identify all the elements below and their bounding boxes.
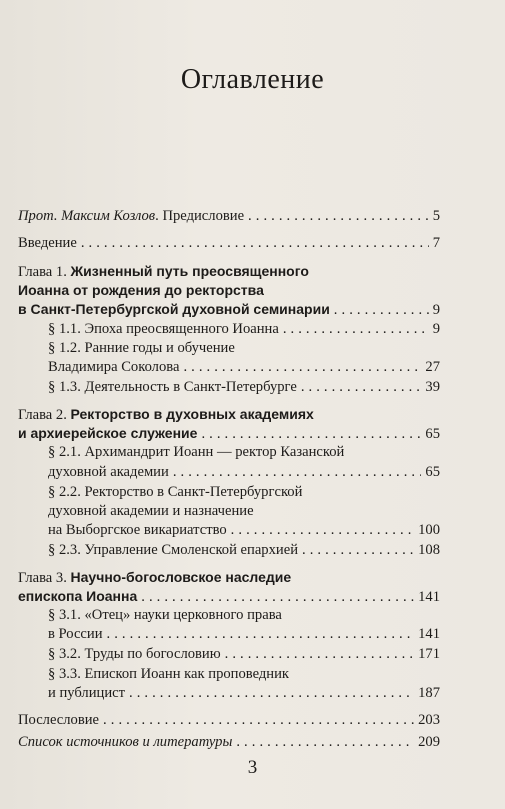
entry-title: в России xyxy=(48,626,103,642)
toc-chapter-3-line1 xyxy=(18,567,291,588)
page-ref: 203 xyxy=(418,712,440,728)
toc-section-2-3 xyxy=(48,540,440,560)
chapter-prefix: Глава 1. xyxy=(18,264,67,280)
preface-title: . Предисловие xyxy=(155,208,245,224)
preface-author: Прот. Максим Козлов xyxy=(18,208,156,224)
toc-section-2-2-line3 xyxy=(48,520,440,540)
page-ref: 27 xyxy=(425,359,440,375)
dot-leader xyxy=(334,300,429,320)
dot-leader xyxy=(81,233,429,253)
page-title: Оглавление xyxy=(180,64,325,95)
page-ref: 141 xyxy=(418,626,440,642)
page-ref: 9 xyxy=(432,321,440,337)
chapter-title: Ректорство в духовных академиях xyxy=(70,406,314,422)
toc-section-1-3 xyxy=(48,377,440,397)
toc-section-2-1-line1: § 2.1. Архимандрит Иоанн — ректор Казанской xyxy=(48,444,345,460)
dot-leader xyxy=(302,540,414,560)
toc-section-1-2-line2 xyxy=(48,357,440,377)
entry-title: § 3.2. Труды по богословию xyxy=(48,646,221,662)
dot-leader xyxy=(248,206,429,226)
toc-chapter-1-line3 xyxy=(18,299,440,320)
dot-leader xyxy=(183,357,421,377)
page-ref: 39 xyxy=(425,379,440,395)
toc-section-3-2 xyxy=(48,644,440,664)
entry-title: § 2.3. Управление Смоленской епархией xyxy=(48,542,299,558)
toc-chapter-1-line1 xyxy=(18,261,309,282)
page-ref: 209 xyxy=(418,734,440,750)
page-ref: 65 xyxy=(425,426,440,442)
page-ref: 9 xyxy=(432,302,440,318)
dot-leader xyxy=(301,377,422,397)
dot-leader xyxy=(173,462,422,482)
chapter-prefix: Глава 3. xyxy=(18,570,67,586)
dot-leader xyxy=(225,644,414,664)
toc-section-3-3-line1: § 3.3. Епископ Иоанн как проповедник xyxy=(48,666,290,682)
entry-title: § 1.1. Эпоха преосвященного Иоанна xyxy=(48,321,279,337)
chapter-title: в Санкт-Петербургской духовной семинарии xyxy=(18,301,330,317)
toc-chapter-2-line1 xyxy=(18,404,314,425)
dot-leader xyxy=(129,683,414,703)
page-ref: 141 xyxy=(418,589,440,605)
toc-section-2-2-line2: духовной академии и назначение xyxy=(48,503,254,519)
dot-leader xyxy=(107,624,415,644)
toc-chapter-2-line2 xyxy=(18,423,440,444)
toc-entry-afterword xyxy=(18,710,440,730)
toc-section-2-2-line1: § 2.2. Ректорство в Санкт-Петербургской xyxy=(48,484,303,500)
toc-section-1-2-line1: § 1.2. Ранние годы и обучение xyxy=(48,340,235,356)
chapter-prefix: Глава 2. xyxy=(18,407,67,423)
entry-title: § 1.3. Деятельность в Санкт-Петербурге xyxy=(48,379,297,395)
entry-title: Список источников и литературы xyxy=(18,734,233,750)
page-ref: 108 xyxy=(418,542,440,558)
toc-chapter-1-line2: Иоанна от рождения до ректорства xyxy=(18,282,264,298)
page-number: 3 xyxy=(247,757,258,778)
toc-section-3-1-line1: § 3.1. «Отец» науки церковного права xyxy=(48,607,282,623)
toc-section-3-3-line2 xyxy=(48,683,440,703)
dot-leader xyxy=(236,732,414,752)
toc-entry-introduction xyxy=(18,233,440,253)
toc-chapter-3-line2 xyxy=(18,586,440,607)
entry-title: Введение xyxy=(18,235,77,251)
dot-leader xyxy=(201,424,421,444)
toc-entry-preface xyxy=(18,206,440,226)
toc-entry-sources xyxy=(18,732,440,752)
toc-section-1-1 xyxy=(48,319,440,339)
chapter-title: Научно-богословское наследие xyxy=(70,569,292,585)
chapter-title: и архиерейское служение xyxy=(18,425,198,441)
entry-title: Послесловие xyxy=(18,712,100,728)
entry-title: Владимира Соколова xyxy=(48,359,180,375)
entry-title: духовной академии xyxy=(48,464,169,480)
page-ref: 7 xyxy=(432,235,440,251)
dot-leader xyxy=(231,520,414,540)
dot-leader xyxy=(103,710,414,730)
dot-leader xyxy=(283,319,429,339)
page-ref: 187 xyxy=(418,685,440,701)
chapter-title: Жизненный путь преосвященного xyxy=(70,263,309,279)
entry-title: и публицист xyxy=(48,685,126,701)
toc-section-2-1-line2 xyxy=(48,462,440,482)
dot-leader xyxy=(141,587,414,607)
page-ref: 65 xyxy=(425,464,440,480)
page-ref: 5 xyxy=(432,208,440,224)
chapter-title: епископа Иоанна xyxy=(18,588,138,604)
toc-section-3-1-line2 xyxy=(48,624,440,644)
entry-title: на Выборгское викариатство xyxy=(48,522,227,538)
page-ref: 171 xyxy=(418,646,440,662)
page-ref: 100 xyxy=(418,522,440,538)
